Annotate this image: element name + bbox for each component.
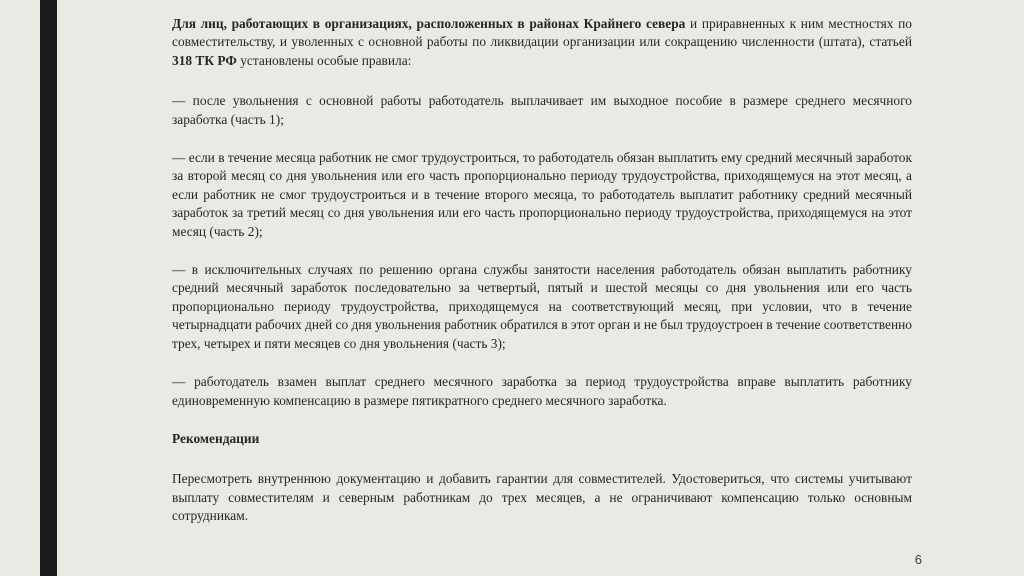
rule-paragraph-1: — после увольнения с основной работы работодатель выплачивает им выходное пособие в размере среднего месячного заработка (часть 1); — [172, 93, 912, 127]
rule-paragraph-2: — если в течение месяца работник не смог трудоустроиться, то работодатель обязан выплатить ему средний месячный заработок за второй месяц со дня увольнения или его часть пропорционально периоду трудоустройства, приходящемуся на этот месяц, а если работник не смог трудоустроиться и в течение второго месяца, то работодатель выплатит работнику средний месячный заработок за третий месяц со дня увольнения или его часть пропорционально периоду трудоустройства, приходящемуся на этот месяц (часть 2); — [172, 150, 912, 239]
slide-content — [172, 15, 912, 548]
recommendations-paragraph: Пересмотреть внутреннюю документацию и добавить гарантии для совместителей. Удостовериться, что системы учитывают выплату совместителям и северным работникам до трех месяцев, а не ограничивают компенсацию только основным сотрудникам. — [172, 471, 912, 524]
slide-left-accent-bar — [40, 0, 57, 576]
intro-text-1: и приравненных к ним местностях по совместительству, и уволенных с основной работы по ликвидации организации или сокращению численности (штата), статьей — [172, 16, 912, 50]
intro-article-ref: 318 ТК РФ — [172, 52, 237, 68]
recommendations-heading: Рекомендации — [172, 430, 260, 446]
slide-page-number: 6 — [914, 552, 922, 567]
rule-paragraph-4: — работодатель взамен выплат среднего месячного заработка за период трудоустройства вправе выплатить работнику единовременную компенсацию в размере пятикратного среднего месячного заработка. — [172, 374, 912, 408]
rule-paragraph-3: — в исключительных случаях по решению органа службы занятости населения работодатель обязан выплатить работнику средний месячный заработок последовательно за четвертый, пятый и шестой месяцы со дня увольнения или его часть пропорционально периоду трудоустройства, приходящемуся на соответствующий месяц, при условии, что в течение четырнадцати рабочих дней со дня увольнения работник обратился в этот орган и не был трудоустроен в течение соответственно трех, четырех и пяти месяцев со дня увольнения (часть 3); — [172, 262, 912, 351]
intro-paragraph — [172, 15, 912, 70]
intro-bold-lead: Для лиц, работающих в организациях, расположенных в районах Крайнего севера — [172, 16, 686, 31]
intro-text-2: установлены особые правила: — [236, 52, 412, 68]
